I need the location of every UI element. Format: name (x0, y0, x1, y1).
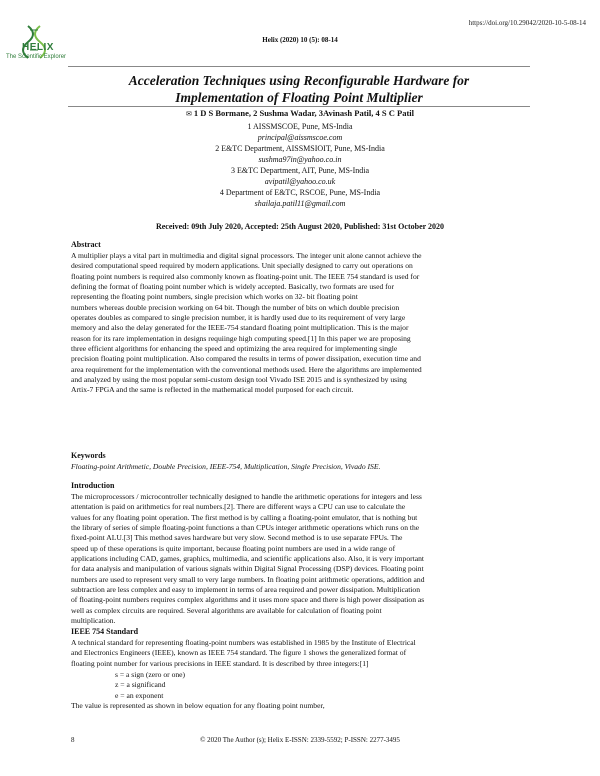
ieee-closing: The value is represented as shown in below equation for any floating point number, (71, 701, 325, 710)
title-rule-bottom (68, 106, 530, 107)
footer-copyright: © 2020 The Author (s); Helix E-ISSN: 2339-5592; P-ISSN: 2277-3495 (200, 736, 400, 744)
abstract-line: Artix-7 FPGA and the same is reflected in the mathematical model purposed for each circuit. (71, 385, 354, 395)
introduction-line: The microprocessors / microcontroller technically designed to handle the arithmetic operations for integers and less (71, 492, 422, 501)
affiliations (0, 121, 600, 209)
introduction-line: of floating-point numbers requires complex algorithms and it uses more space and there is high power dissipation as (71, 595, 425, 605)
introduction-line: fixed-point ALU.[3] This method saves hardware but very slow. Second method is to use separate FPUs. The (71, 533, 403, 543)
keywords-text: Floating-point Arithmetic, Double Precision, IEEE-754, Multiplication, Single Precision, Vivado ISE. (71, 462, 381, 471)
abstract-line: A multiplier plays a vital part in multimedia and digital signal processors. The integer unit alone cannot achieve the (71, 251, 422, 260)
ieee-line: floating point number for various precisions in IEEE standard. It is described by three integers:[1] (71, 658, 369, 668)
introduction-line: applications including CAD, games, graphics, multimedia, and scientific applications also. Also, it is very important (71, 554, 425, 564)
affiliation-name: 3 E&TC Department, AIT, Pune, MS-India (230, 166, 370, 175)
introduction-line: attentation is paid on arithmetics for real numbers.[2]. There are different ways a CPU can use to calculate the (71, 502, 406, 512)
introduction-line: for data analysis and manipulation of various signals within Digital Signal Processing (DSP) devices. Floating point (71, 564, 424, 574)
logo-tagline: The Scientific Explorer (6, 54, 67, 60)
introduction-line: the library of series of simple floating-point functions a than CPUs integer arithmetic operations which runs on the (71, 523, 420, 533)
doi-link[interactable]: https://doi.org/10.29042/2020-10-5-08-14 (468, 19, 586, 27)
introduction-line: well as complex circuits are required. Several algorithms are available for calculation of floating point (71, 605, 382, 615)
journal-citation: Helix (2020) 10 (5): 08-14 (262, 36, 338, 44)
title-line-1: Acceleration Techniques using Reconfigurable Hardware for (128, 73, 470, 88)
author-list (0, 108, 600, 118)
title-line-2: Implementation of Floating Point Multiplier (175, 90, 423, 105)
abstract-line: desired computational speed required by modern applications. Unit specially designed to carry out operations on (71, 261, 413, 271)
abstract-line: memory and also the delay generated for the IEEE-754 standard floating point multiplication. This is the major (71, 323, 409, 333)
introduction-line: subtraction are less complex and easy to implement in terms of area required and power dissipation. Multiplication (71, 585, 421, 595)
logo-name: HELIX (22, 42, 54, 53)
list-item: z = a significand (115, 680, 166, 690)
affiliation-email[interactable]: principal@aissmscoe.com (257, 133, 343, 142)
abstract-line: numbers whereas double precision working on 64 bit. Though the number of bits on which double precision (71, 302, 400, 312)
affiliation-email[interactable]: sushma97in@yahoo.co.in (258, 155, 342, 164)
introduction-heading: Introduction (71, 481, 115, 490)
abstract-line: precision floating point multiplication. Also compared the results in terms of power dissipation, execution time and (71, 354, 421, 364)
abstract-line: defining the format of floating point number which is widely accepted. Basically, two formats are used for (71, 282, 394, 292)
page-number: 8 (71, 736, 75, 744)
introduction-line: numbers are used to represent very small to very large numbers. In floating point arithmetic operations, addition and (71, 574, 425, 584)
abstract-line: floating point numbers is required also commonly known as floating-point unit. The IEEE 754 standard is used for (71, 271, 420, 281)
header-rule-top (68, 66, 530, 67)
affiliation-name: 4 Department of E&TC, RSCOE, Pune, MS-India (219, 188, 381, 197)
affiliation-email[interactable]: shailaja.patil11@gmail.com (254, 199, 346, 208)
ieee-body (71, 638, 529, 669)
authors-text: 1 D S Bormane, 2 Sushma Wadar, 3Avinash Patil, 4 S C Patil (193, 108, 415, 118)
abstract-line: and analyzed by using the most popular semi-custom design tool Vivado ISE 2015 and is synthesized by using (71, 375, 407, 385)
introduction-line: speed up of these operations is quite important, because floating point numbers are used in a wide range of (71, 543, 396, 553)
ieee-line: and Electronics Engineers (IEEE), known as IEEE 754 standard. The figure 1 shows the generalized format of (71, 648, 407, 658)
abstract-line: representing the floating point numbers, single precision which works on 32- bit floating point (71, 292, 358, 302)
ieee-line: A technical standard for representing floating-point numbers was established in 1985 by the Institute of Electrical (71, 638, 416, 647)
keywords-heading: Keywords (71, 451, 106, 460)
introduction-line: multiplication. (71, 616, 116, 626)
abstract-line: three efficient algorithms for enhancing the speed and optimizing the area required for implementing single (71, 344, 398, 354)
abstract-line: reason for its rare implementation in designs requiinge high computing speed.[1] In this paper we are proposing (71, 333, 411, 343)
abstract-body (71, 251, 529, 396)
affiliation-email[interactable]: avipatil@yahoo.co.uk (264, 177, 336, 186)
affiliation-name: 2 E&TC Department, AISSMSIOIT, Pune, MS-India (215, 144, 385, 153)
introduction-line: values for any floating point operation. The first method is by calling a floating-point emulator, that is nothing but (71, 512, 418, 522)
abstract-line: area requirement for the implementation with the conventional methods used. Here the algorithms are implemented (71, 364, 422, 374)
ieee-heading: IEEE 754 Standard (71, 627, 139, 636)
publication-dates: Received: 09th July 2020, Accepted: 25th August 2020, Published: 31st October 2020 (155, 222, 445, 231)
paper-title (68, 72, 530, 106)
introduction-body (71, 492, 529, 626)
list-item: s = a sign (zero or one) (115, 670, 186, 679)
abstract-heading: Abstract (71, 240, 101, 249)
affiliation-name: 1 AISSMSCOE, Pune, MS-India (247, 122, 353, 131)
abstract-line: operates doubles as compared to single precision number, it is hardly used due to its requirement of very large (71, 313, 406, 323)
list-item: e = an exponent (115, 690, 164, 700)
ieee-integer-list (115, 670, 185, 701)
envelope-icon: ✉ (185, 110, 192, 118)
